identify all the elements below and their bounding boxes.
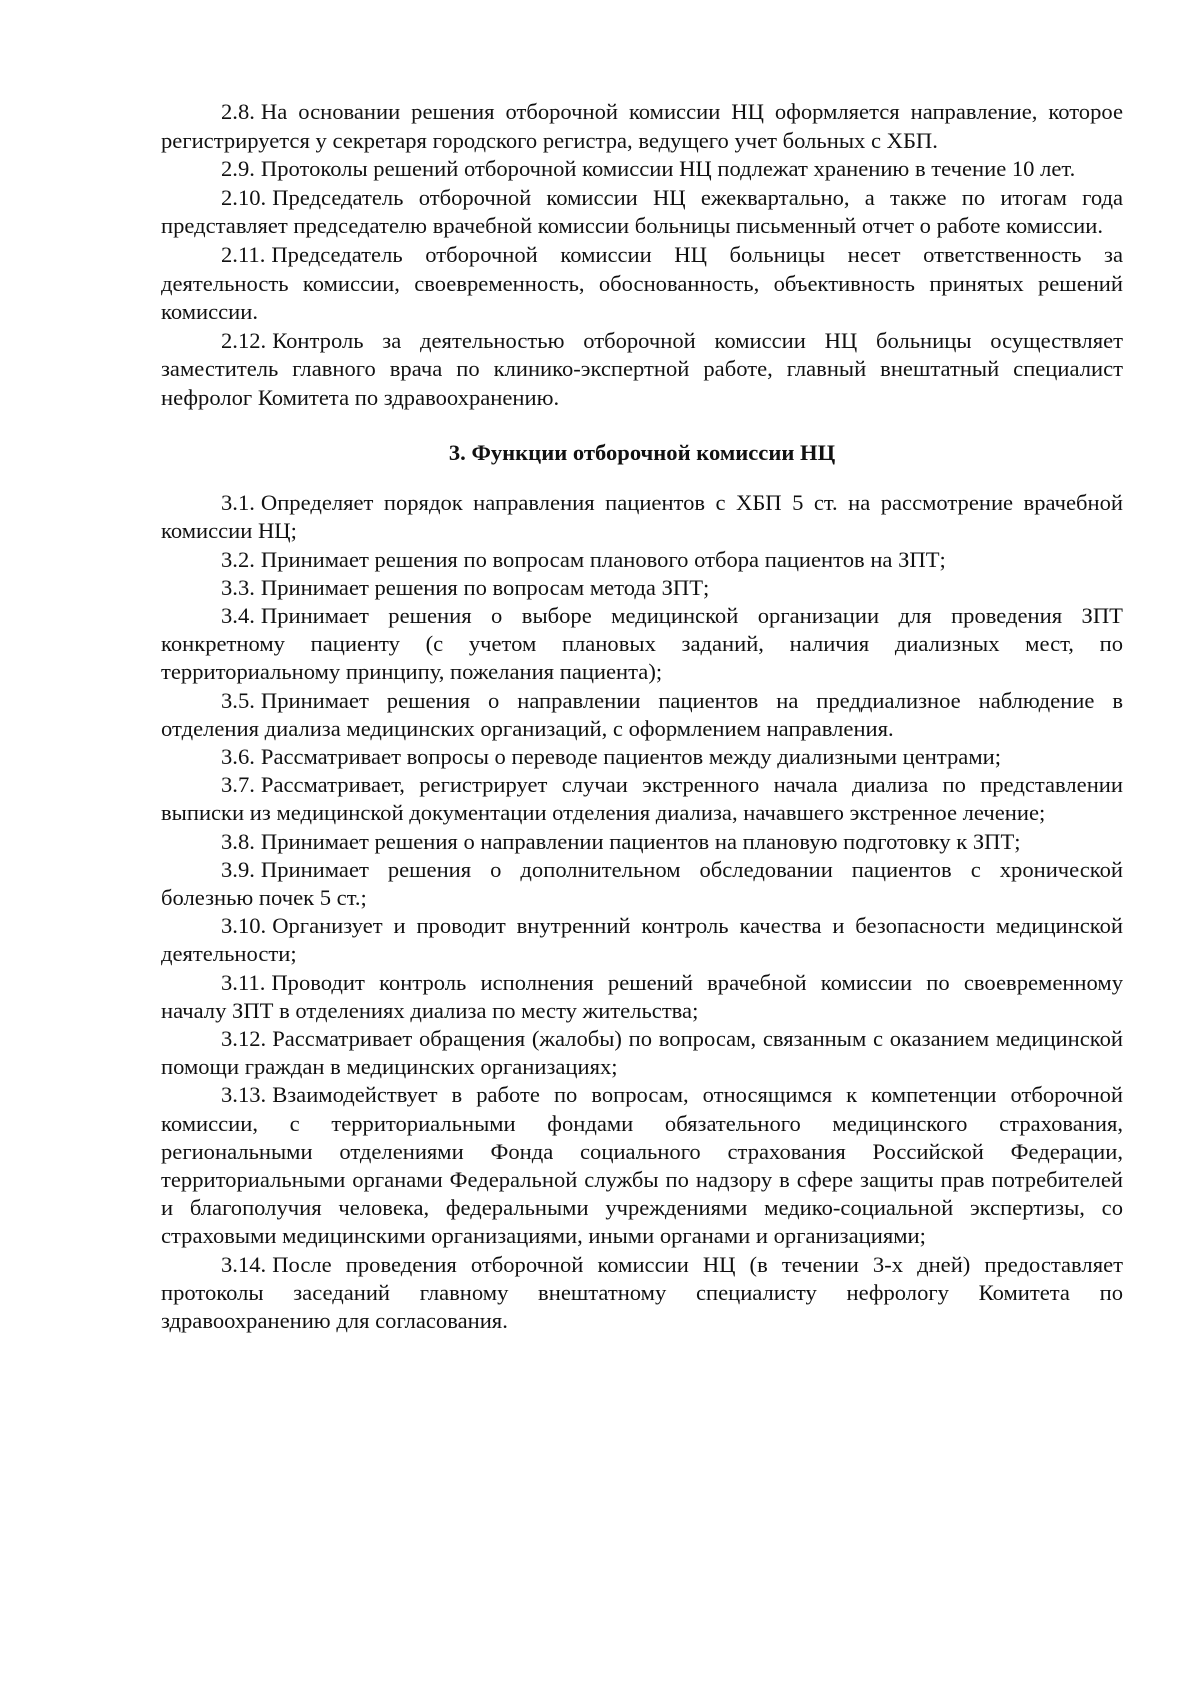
- paragraph-number: 3.10.: [221, 913, 267, 939]
- section-3-paragraphs: [161, 489, 1123, 1335]
- paragraph-text: Принимает решения по вопросам метода ЗПТ;: [260, 574, 710, 600]
- paragraph-3-5: [161, 687, 1123, 743]
- paragraph-number: 2.8.: [221, 99, 255, 124]
- paragraph-number: 3.12.: [221, 1025, 267, 1051]
- paragraph-3-13: [161, 1081, 1123, 1250]
- paragraph-2-8: [161, 98, 1123, 155]
- paragraph-number: 3.1.: [221, 490, 255, 516]
- paragraph-text: Председатель отборочной комиссии НЦ больницы несет ответственность за деятельность комиссии, своевременность, обоснованность, объективность принятых решений комиссии.: [161, 241, 1123, 325]
- paragraph-2-12: [161, 327, 1123, 413]
- paragraph-text: Взаимодействует в работе по вопросам, относящимся к компетенции отборочной комиссии, с территориальными фондами обязательного медицинского страхования, региональными отделениями Фонда социального страхования Российской Федерации, территориальными органами Федеральной службы по надзору в сфере защиты прав потребителей и благополучия человека, федеральными учреждениями медико-социальной экспертизы, со страховыми медицинскими организациями, иными органами и организациями;: [161, 1082, 1123, 1249]
- paragraph-text: Принимает решения о направлении пациентов на преддиализное наблюдение в отделения диализа медицинских организаций, с оформлением направления.: [161, 687, 1123, 741]
- section-3-heading: 3. Функции отборочной комиссии НЦ: [448, 439, 836, 465]
- paragraph-text: Принимает решения о дополнительном обследовании пациентов с хронической болезнью почек 5 ст.;: [161, 856, 1123, 910]
- paragraph-2-9: [161, 155, 1123, 184]
- paragraph-number: 3.14.: [221, 1251, 267, 1277]
- paragraph-3-14: [161, 1251, 1123, 1336]
- paragraph-number: 3.4.: [221, 602, 255, 628]
- document-page: [161, 98, 1123, 1335]
- paragraph-number: 3.5.: [221, 687, 255, 713]
- paragraph-text: Принимает решения по вопросам планового отбора пациентов на ЗПТ;: [260, 546, 946, 572]
- paragraph-text: Рассматривает обращения (жалобы) по вопросам, связанным с оказанием медицинской помощи граждан в медицинских организациях;: [161, 1025, 1123, 1080]
- paragraph-number: 3.13.: [221, 1082, 267, 1108]
- paragraph-number: 3.3.: [221, 574, 255, 600]
- paragraph-text: Председатель отборочной комиссии НЦ ежеквартально, а также по итогам года представляет председателю врачебной комиссии больницы письменный отчет о работе комиссии.: [161, 184, 1123, 239]
- paragraph-3-6: [161, 743, 1123, 771]
- paragraph-text: Рассматривает вопросы о переводе пациентов между диализными центрами;: [260, 743, 1002, 769]
- paragraph-number: 3.2.: [221, 546, 255, 572]
- paragraph-number: 3.9.: [221, 856, 255, 882]
- paragraph-text: Определяет порядок направления пациентов с ХБП 5 ст. на рассмотрение врачебной комиссии НЦ;: [161, 490, 1123, 544]
- paragraph-3-2: [161, 546, 1123, 574]
- paragraph-3-11: [161, 969, 1123, 1025]
- paragraph-3-4: [161, 602, 1123, 687]
- paragraph-number: 3.6.: [221, 743, 255, 769]
- paragraph-number: 3.11.: [221, 969, 266, 995]
- paragraph-3-9: [161, 856, 1123, 912]
- paragraph-text: Принимает решения о выборе медицинской организации для проведения ЗПТ конкретному пациенту (с учетом плановых заданий, наличия диализных мест, по территориальному принципу, пожелания пациента);: [161, 602, 1123, 685]
- paragraph-3-10: [161, 912, 1123, 968]
- paragraph-3-3: [161, 574, 1123, 602]
- paragraph-number: 2.11.: [221, 241, 266, 267]
- paragraph-text: После проведения отборочной комиссии НЦ (в течении 3-х дней) предоставляет протоколы заседаний главному внештатному специалисту нефрологу Комитета по здравоохранению для согласования.: [161, 1251, 1123, 1334]
- paragraph-number: 2.10.: [221, 184, 267, 210]
- paragraph-text: Организует и проводит внутренний контроль качества и безопасности медицинской деятельности;: [161, 913, 1123, 967]
- paragraph-number: 3.8.: [221, 828, 255, 854]
- paragraph-3-7: [161, 771, 1123, 827]
- paragraph-text: Рассматривает, регистрирует случаи экстренного начала диализа по представлении выписки из медицинской документации отделения диализа, начавшего экстренное лечение;: [161, 772, 1123, 826]
- paragraph-2-11: [161, 241, 1123, 327]
- section-2-paragraphs: [161, 98, 1123, 413]
- paragraph-number: 2.9.: [221, 156, 255, 182]
- paragraph-text: На основании решения отборочной комиссии НЦ оформляется направление, которое регистрируется у секретаря городского регистра, ведущего учет больных с ХБП.: [161, 99, 1123, 153]
- paragraph-2-10: [161, 184, 1123, 241]
- paragraph-text: Принимает решения о направлении пациентов на плановую подготовку к ЗПТ;: [260, 828, 1021, 854]
- paragraph-3-12: [161, 1025, 1123, 1081]
- paragraph-text: Контроль за деятельностью отборочной комиссии НЦ больницы осуществляет заместитель главного врача по клинико-экспертной работе, главный внештатный специалист нефролог Комитета по здравоохранению.: [161, 327, 1123, 410]
- paragraph-3-1: [161, 489, 1123, 545]
- paragraph-3-8: [161, 828, 1123, 856]
- paragraph-number: 3.7.: [221, 772, 255, 798]
- paragraph-text: Протоколы решений отборочной комиссии НЦ подлежат хранению в течение 10 лет.: [260, 156, 1076, 182]
- paragraph-number: 2.12.: [221, 327, 267, 353]
- paragraph-text: Проводит контроль исполнения решений врачебной комиссии по своевременному началу ЗПТ в отделениях диализа по месту жительства;: [161, 969, 1123, 1023]
